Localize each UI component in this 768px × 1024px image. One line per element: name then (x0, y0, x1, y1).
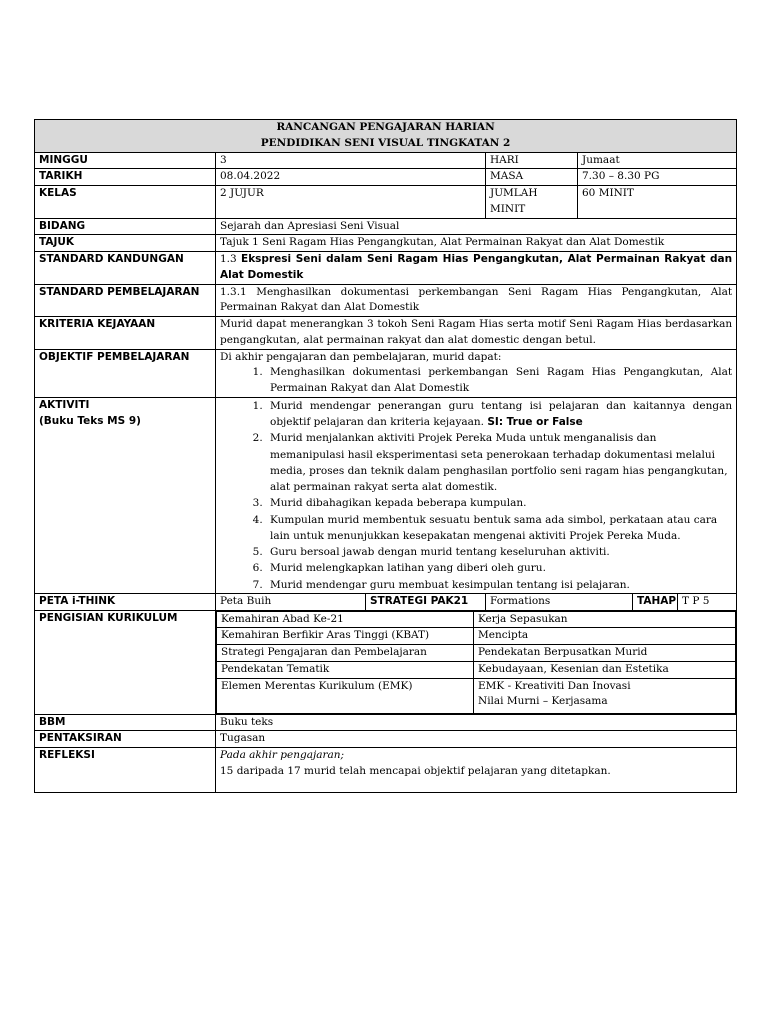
row-pengisian (35, 610, 737, 714)
row-kriteria (35, 317, 737, 350)
kelas-label: KELAS (35, 186, 216, 219)
standard-kandungan-cell (216, 252, 737, 285)
refleksi-label: REFLEKSI (35, 748, 216, 793)
tarikh-value: 08.04.2022 (216, 169, 486, 186)
row-tajuk (35, 235, 737, 252)
tahap-value: T P 5 (678, 593, 737, 610)
pengisian-right: Kerja Sepasukan (474, 611, 736, 628)
row-bbm (35, 714, 737, 731)
table-row (217, 611, 736, 628)
pengisian-right: Mencipta (474, 628, 736, 645)
row-kelas (35, 186, 737, 219)
aktiviti-label: AKTIVITI (39, 398, 90, 411)
objektif-list (220, 365, 732, 397)
aktiviti-item-1: Murid mendengar penerangan guru tentang isi pelajaran dan kaitannya dengan objektif pelajaran dan kriteria kejayaan. (270, 399, 733, 429)
list-item: 4. Kumpulan murid membentuk sesuatu bentuk sama ada simbol, perkataan atau cara lain untuk menunjukkan kesepakatan mengenai aktiviti Projek Pereka Muda. (266, 512, 732, 545)
pengisian-table (216, 611, 736, 714)
pengisian-label: PENGISIAN KURIKULUM (35, 610, 216, 714)
jumlah-minit-value: 60 MINIT (578, 186, 737, 219)
pengisian-left: Strategi Pengajaran dan Pembelajaran (217, 645, 474, 662)
row-bidang (35, 218, 737, 235)
tajuk-label: TAJUK (35, 235, 216, 252)
bbm-value: Buku teks (216, 714, 737, 731)
objektif-intro: Di akhir pengajaran dan pembelajaran, murid dapat: (220, 350, 502, 363)
list-item: 3. Murid dibahagikan kepada beberapa kumpulan. (266, 495, 732, 511)
standard-pembelajaran-value: 1.3.1 Menghasilkan dokumentasi perkembangan Seni Ragam Hias Pengangkutan, Alat Permainan Rakyat dan Alat Domestik (216, 284, 737, 317)
peta-value: Peta Buih (216, 593, 366, 610)
aktiviti-list (220, 398, 732, 593)
pentaksiran-value: Tugasan (216, 731, 737, 748)
tarikh-label: TARIKH (35, 169, 216, 186)
pentaksiran-label: PENTAKSIRAN (35, 731, 216, 748)
standard-kandungan-number: 1.3 (220, 253, 237, 265)
list-item: 6. Murid melengkapkan latihan yang diberi oleh guru. (266, 560, 732, 576)
tahap-label: TAHAP (633, 593, 678, 610)
aktiviti-cell (216, 397, 737, 593)
row-aktiviti (35, 397, 737, 593)
kriteria-value: Murid dapat menerangkan 3 tokoh Seni Ragam Hias serta motif Seni Ragam Hias berdasarkan pengangkutan, alat permainan rakyat dan alat domestic dengan betul. (216, 317, 737, 350)
pengisian-right: Pendekatan Berpusatkan Murid (474, 645, 736, 662)
minggu-label: MINGGU (35, 152, 216, 169)
pengisian-left: Kemahiran Berfikir Aras Tinggi (KBAT) (217, 628, 474, 645)
row-peta (35, 593, 737, 610)
minggu-value: 3 (216, 152, 486, 169)
objektif-label: OBJEKTIF PEMBELAJARAN (35, 349, 216, 397)
pengisian-right: Kebudayaan, Kesenian dan Estetika (474, 661, 736, 678)
strategi-value: Formations (486, 593, 633, 610)
pengisian-right: EMK - Kreativiti Dan Inovasi (478, 679, 631, 692)
bidang-value: Sejarah dan Apresiasi Seni Visual (216, 218, 737, 235)
aktiviti-sublabel: (Buku Teks MS 9) (39, 414, 141, 427)
pengisian-left: Pendekatan Tematik (217, 661, 474, 678)
title-line-1: RANCANGAN PENGAJARAN HARIAN (276, 121, 495, 133)
bidang-label: BIDANG (35, 218, 216, 235)
kelas-value: 2 JUJUR (216, 186, 486, 219)
table-row (217, 628, 736, 645)
row-refleksi (35, 748, 737, 793)
tajuk-value: Tajuk 1 Seni Ragam Hias Pengangkutan, Alat Permainan Rakyat dan Alat Domestik (216, 235, 737, 252)
list-item: 7. Murid mendengar guru membuat kesimpulan tentang isi pelajaran. (266, 577, 732, 593)
row-minggu (35, 152, 737, 169)
standard-kandungan-value: Ekspresi Seni dalam Seni Ragam Hias Pengangkutan, Alat Permainan Rakyat dan Alat Domestik (220, 253, 733, 281)
si-label: SI: True or False (487, 416, 583, 429)
row-standard-kandungan (35, 252, 737, 285)
title-line-2: PENDIDIKAN SENI VISUAL TINGKATAN 2 (260, 136, 511, 149)
masa-label: MASA (486, 169, 578, 186)
kriteria-label: KRITERIA KEJAYAAN (35, 317, 216, 350)
standard-pembelajaran-label: STANDARD PEMBELAJARAN (35, 284, 216, 317)
list-item: 2. Murid menjalankan aktiviti Projek Pereka Muda untuk menganalisis dan memanipulasi hasil eksperimentasi seta penerokaan terhadap dokumentasi melalui media, proses dan teknik dalam penghasilan portfolio seni ragam hias pengangkutan, alat permainan rakyat serta alat domestik. (266, 430, 732, 495)
list-item: 1. Menghasilkan dokumentasi perkembangan Seni Ragam Hias Pengangkutan, Alat Permainan Rakyat dan Alat Domestik (266, 365, 732, 397)
row-objektif (35, 349, 737, 397)
refleksi-value: 15 daripada 17 murid telah mencapai objektif pelajaran yang ditetapkan. (220, 764, 611, 777)
hari-label: HARI (486, 152, 578, 169)
refleksi-cell (216, 748, 737, 793)
row-pentaksiran (35, 731, 737, 748)
pengisian-right-cell (474, 678, 736, 713)
list-item: 5. Guru bersoal jawab dengan murid tentang keseluruhan aktiviti. (266, 544, 732, 560)
row-standard-pembelajaran (35, 284, 737, 317)
bbm-label: BBM (35, 714, 216, 731)
jumlah-minit-label: JUMLAH MINIT (486, 186, 578, 219)
table-title (35, 120, 737, 153)
pengisian-left: Kemahiran Abad Ke-21 (217, 611, 474, 628)
table-row (217, 661, 736, 678)
table-row (217, 678, 736, 713)
pengisian-right-2: Nilai Murni – Kerjasama (478, 695, 608, 708)
masa-value: 7.30 – 8.30 PG (578, 169, 737, 186)
hari-value: Jumaat (578, 152, 737, 169)
table-row (217, 645, 736, 662)
lesson-plan-table (34, 119, 737, 793)
refleksi-intro: Pada akhir pengajaran; (220, 749, 345, 762)
pengisian-cell (216, 610, 737, 714)
objektif-cell (216, 349, 737, 397)
peta-label: PETA i-THINK (35, 593, 216, 610)
standard-kandungan-label: STANDARD KANDUNGAN (35, 252, 216, 285)
aktiviti-label-cell (35, 397, 216, 593)
row-tarikh (35, 169, 737, 186)
list-item (266, 398, 732, 431)
pengisian-left: Elemen Merentas Kurikulum (EMK) (217, 678, 474, 713)
strategi-label: STRATEGI PAK21 (366, 593, 486, 610)
